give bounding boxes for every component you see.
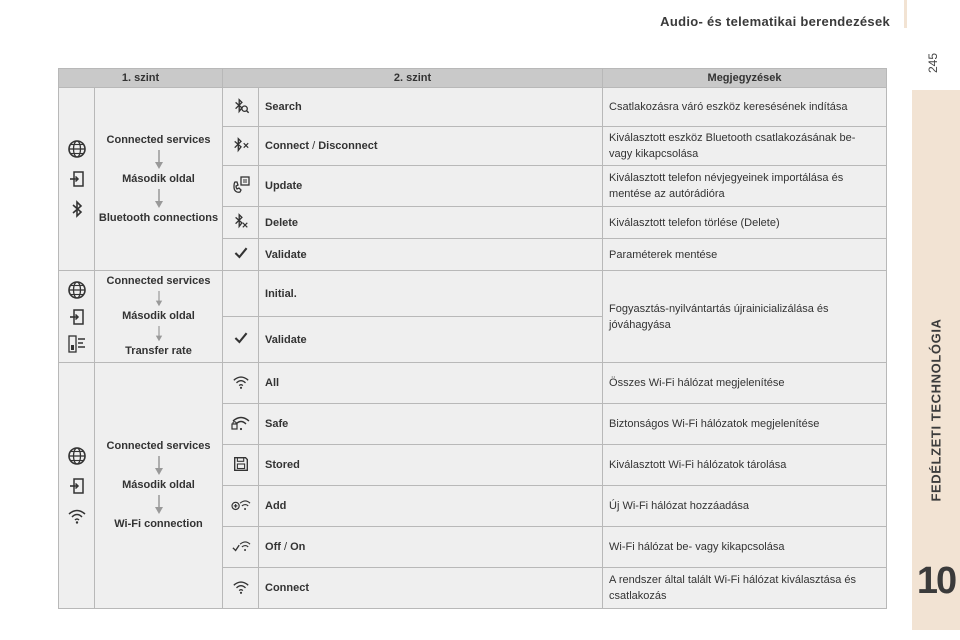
header-divider <box>904 0 907 28</box>
function-label: Search <box>259 88 603 127</box>
arrow-down-icon <box>154 456 164 476</box>
function-label-a: Connect <box>265 140 310 152</box>
row-icon-cell <box>223 166 259 207</box>
row-icon-cell <box>223 568 259 609</box>
column-header-level2: 2. szint <box>223 69 603 88</box>
arrow-down-icon <box>154 150 164 170</box>
function-note: Wi-Fi hálózat be- vagy kikapcsolása <box>603 527 887 568</box>
function-note: Kiválasztott telefon törlése (Delete) <box>603 207 887 239</box>
row-icon-cell <box>223 271 259 317</box>
function-note: Paraméterek mentése <box>603 239 887 271</box>
function-note: Kiválasztott telefon névjegyeinek importálása és mentése az autórádióra <box>603 166 887 207</box>
function-label: Connect <box>259 568 603 609</box>
function-label: Delete <box>259 207 603 239</box>
function-label: All <box>259 363 603 404</box>
function-label: Stored <box>259 445 603 486</box>
bluetooth-search-icon <box>232 97 250 115</box>
menu-path <box>95 88 223 271</box>
wifi-icon <box>67 506 87 526</box>
column-header-level1: 1. szint <box>59 69 223 88</box>
function-label: Validate <box>259 239 603 271</box>
wifi-lock-icon <box>231 413 251 433</box>
arrow-down-icon <box>154 326 164 342</box>
wifi-add-icon <box>230 496 252 514</box>
wifi-icon <box>232 373 250 391</box>
group-icons <box>59 363 95 609</box>
group-icons <box>59 88 95 271</box>
menu-path <box>95 363 223 609</box>
path-level-1: Connected services <box>106 275 211 287</box>
function-note: A rendszer által talált Wi-Fi hálózat kiválasztása és csatlakozás <box>603 568 887 609</box>
page-header-title: Audio- és telematikai berendezések <box>660 14 890 29</box>
path-level-3: Transfer rate <box>125 345 192 357</box>
group-icons <box>59 271 95 363</box>
wifi-icon <box>232 578 250 596</box>
function-label <box>259 127 603 166</box>
phone-update-icon <box>231 175 251 195</box>
bluetooth-icon <box>67 199 87 219</box>
page-enter-icon <box>67 169 87 189</box>
path-level-2: Második oldal <box>122 310 195 322</box>
row-icon-cell <box>223 404 259 445</box>
function-label: Validate <box>259 317 603 363</box>
function-label: Initial. <box>259 271 603 317</box>
function-note: Fogyasztás-nyilvántartás újrainicializálása és jóváhagyása <box>603 271 887 363</box>
globe-icon <box>67 139 87 159</box>
row-icon-cell <box>223 445 259 486</box>
path-level-3: Wi-Fi connection <box>114 518 203 530</box>
path-level-3: Bluetooth connections <box>98 211 219 224</box>
row-icon-cell <box>223 486 259 527</box>
save-icon <box>232 455 250 473</box>
globe-icon <box>67 280 87 300</box>
row-icon-cell <box>223 88 259 127</box>
bluetooth-delete-icon <box>232 212 250 230</box>
row-icon-cell <box>223 207 259 239</box>
row-icon-cell <box>223 363 259 404</box>
row-icon-cell <box>223 127 259 166</box>
checkmark-icon <box>233 330 249 346</box>
function-note: Összes Wi-Fi hálózat megjelenítése <box>603 363 887 404</box>
column-header-notes: Megjegyzések <box>603 69 887 88</box>
function-separator: / <box>309 140 319 152</box>
row-icon-cell <box>223 239 259 271</box>
row-icon-cell <box>223 317 259 363</box>
function-label: Update <box>259 166 603 207</box>
function-label-b: Disconnect <box>318 140 378 152</box>
function-label: Add <box>259 486 603 527</box>
page-number: 245 <box>926 52 940 74</box>
function-note: Kiválasztott Wi-Fi hálózatok tárolása <box>603 445 887 486</box>
settings-table <box>58 68 887 609</box>
function-label <box>259 527 603 568</box>
checkmark-icon <box>233 245 249 261</box>
function-note: Biztonságos Wi-Fi hálózatok megjelenítése <box>603 404 887 445</box>
page-enter-icon <box>67 476 87 496</box>
page-enter-icon <box>67 307 87 327</box>
chapter-side-label: FEDÉLZETI TECHNOLÓGIA <box>928 318 944 502</box>
path-level-2: Második oldal <box>122 172 195 185</box>
function-label-b: On <box>290 541 306 553</box>
path-level-1: Connected services <box>106 133 211 146</box>
function-note: Kiválasztott eszköz Bluetooth csatlakozásának be- vagy kikapcsolása <box>603 127 887 166</box>
arrow-down-icon <box>154 495 164 515</box>
arrow-down-icon <box>154 189 164 209</box>
function-note: Új Wi-Fi hálózat hozzáadása <box>603 486 887 527</box>
path-level-1: Connected services <box>106 440 211 452</box>
row-icon-cell <box>223 527 259 568</box>
menu-path <box>95 271 223 363</box>
globe-icon <box>67 446 87 466</box>
function-label: Safe <box>259 404 603 445</box>
bluetooth-connect-icon <box>232 136 250 154</box>
arrow-down-icon <box>154 291 164 307</box>
path-level-2: Második oldal <box>122 479 195 491</box>
function-separator: / <box>280 541 291 553</box>
wifi-toggle-icon <box>230 537 252 555</box>
function-label-a: Off <box>265 541 281 553</box>
transfer-rate-icon <box>67 334 87 354</box>
function-note: Csatlakozásra váró eszköz keresésének indítása <box>603 88 887 127</box>
chapter-number: 10 <box>916 560 956 602</box>
